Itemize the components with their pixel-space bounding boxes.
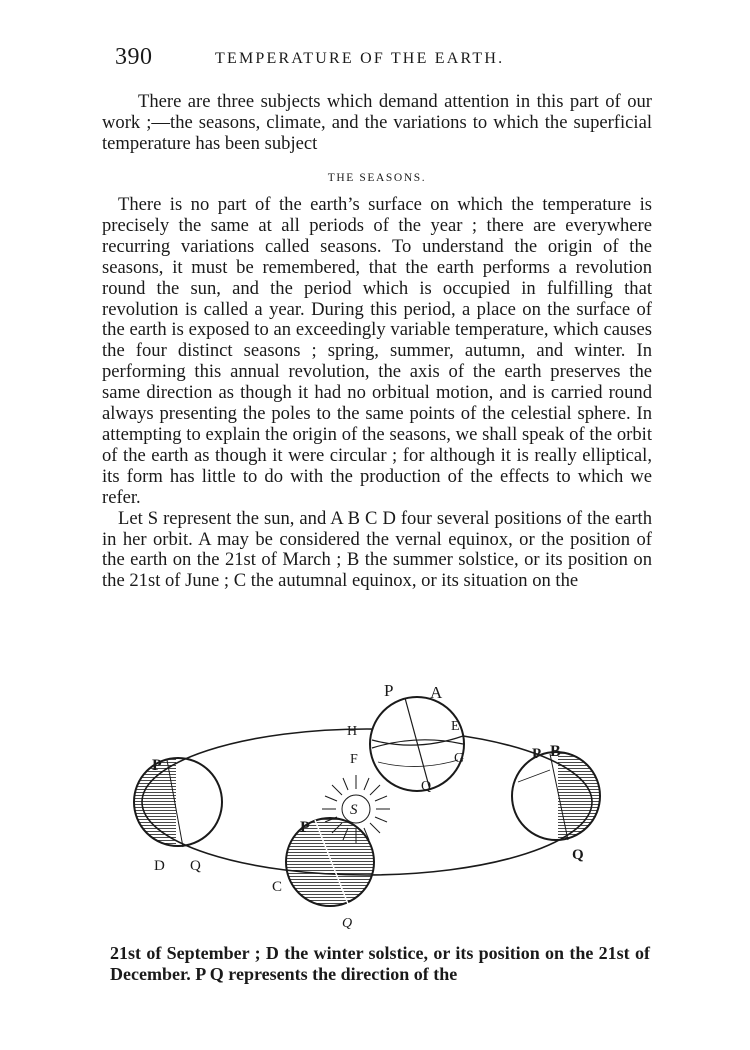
continuation-text (110, 943, 650, 985)
orbit-illustration (120, 672, 620, 934)
label-sun: S (350, 802, 358, 818)
label-right-q: Q (572, 847, 584, 863)
label-g: G (454, 751, 465, 766)
seasons-paragraph-1: There is no part of the earth’s surface on which the temperature is precisely the same at all periods of the year ; there are everywhere recurring variations called seasons. To understand the origin of the seasons, it must be remembered, that the earth performs a revolution round the sun, and the period which is occupied in fulfilling that revolution is called a year. During this period, a place on the surface of the earth is exposed to an exceedingly variable temperature, which causes the four distinct seasons ; spring, summer, autumn, and winter. In performing this annual revolution, the axis of the earth preserves the same direction as though it had no orbitual motion, and is carried round always presenting the poles to the same points of the celestial sphere. In attempting to explain the origin of the seasons, we shall speak of the orbit of the earth as though it were circular ; for although it is really elliptical, its form has little to do with the production of the effects to which we refer. (102, 194, 652, 508)
page-header (115, 44, 655, 74)
earth-summer (512, 748, 608, 848)
section-heading: THE SEASONS. (327, 172, 427, 184)
seasons-diagram (120, 672, 620, 934)
label-f: F (350, 752, 358, 767)
seasons-body (102, 195, 652, 592)
label-h: H (347, 724, 358, 739)
label-top-q: Q (421, 779, 432, 794)
label-left-d: D (154, 858, 165, 874)
label-bottom-c: C (272, 879, 283, 895)
running-title: TEMPERATURE OF THE EARTH. (215, 50, 505, 67)
label-top-a: A (430, 683, 443, 702)
page-number: 390 (115, 44, 153, 70)
label-bottom-q: Q (342, 916, 353, 931)
earth-vernal (370, 697, 464, 791)
intro-paragraph (102, 92, 652, 155)
seasons-paragraph-2: Let S represent the sun, and A B C D four several positions of the earth in her orbit. A may be considered the vernal equinox, or the position of the earth on the 21st of March ; B the summer solstice, or its position on the 21st of June ; C the autumnal equinox, or its situation on the (102, 507, 652, 592)
label-bottom-p: P (300, 819, 310, 836)
label-e: E (451, 719, 460, 734)
label-right-p: P (532, 746, 542, 762)
label-left-p: P (152, 757, 162, 774)
label-left-q: Q (190, 858, 201, 874)
continuation-paragraph: 21st of September ; D the winter solstice, or its position on the 21st of December. P Q represents the direction of the (110, 943, 650, 984)
label-top-p: P (384, 681, 394, 700)
earth-winter (130, 752, 222, 852)
earth-autumnal (284, 816, 378, 910)
intro-text: There are three subjects which demand attention in this part of our work ;—the seasons, climate, and the variations to which the superficial temperature has been subject (102, 91, 652, 154)
label-right-b: B (550, 743, 561, 760)
